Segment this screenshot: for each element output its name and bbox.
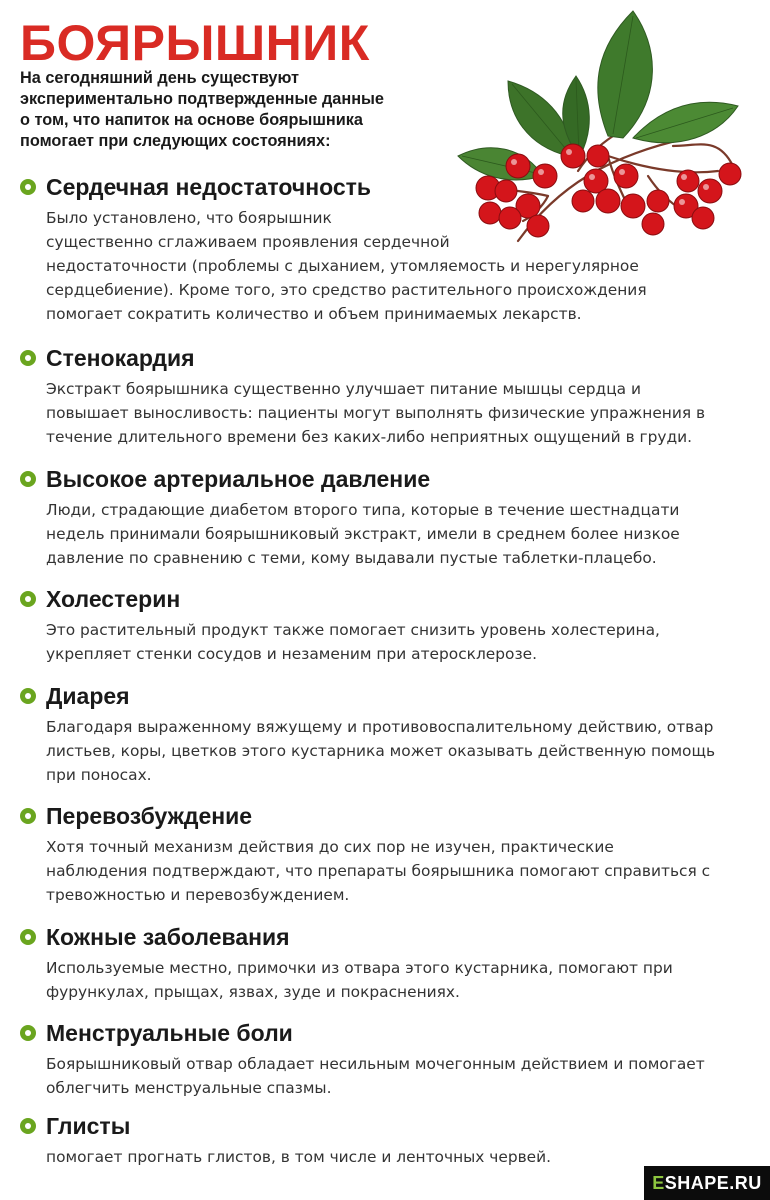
description-line: Благодаря выраженному вяжущему и противовоспалительному действию, отвар xyxy=(46,718,714,736)
condition-section xyxy=(20,922,755,1004)
condition-title: Стенокардия xyxy=(46,344,195,371)
condition-description xyxy=(46,206,755,326)
intro-text xyxy=(20,68,460,152)
condition-section xyxy=(20,172,755,326)
description-line: помогает прогнать глистов, в том числе и ленточных червей. xyxy=(46,1148,552,1166)
condition-title: Менструальные боли xyxy=(46,1019,293,1046)
condition-section xyxy=(20,464,755,570)
circle-bullet-icon xyxy=(20,1025,36,1041)
site-badge-link[interactable] xyxy=(644,1166,770,1200)
description-line: фурункулах, прыщах, язвах, зуде и покраснениях. xyxy=(46,983,460,1001)
condition-title: Диарея xyxy=(46,682,130,709)
badge-first-letter: E xyxy=(652,1172,665,1193)
condition-title: Холестерин xyxy=(46,585,181,612)
intro-line: о том, что напиток на основе боярышника xyxy=(20,111,363,129)
condition-section xyxy=(20,681,755,787)
condition-header xyxy=(20,464,755,494)
description-line: течение длительного времени без каких-либо неприятных ощущений в груди. xyxy=(46,428,693,446)
description-line: существенно сглаживаем проявления сердечной xyxy=(46,233,450,251)
description-line: при поносах. xyxy=(46,766,152,784)
description-line: давление по сравнению с теми, кому выдавали пустые таблетки-плацебо. xyxy=(46,549,657,567)
condition-description xyxy=(46,618,755,666)
circle-bullet-icon xyxy=(20,688,36,704)
condition-description xyxy=(46,956,755,1004)
condition-section xyxy=(20,801,755,907)
description-line: Это растительный продукт также помогает снизить уровень холестерина, xyxy=(46,621,660,639)
condition-title: Перевозбуждение xyxy=(46,802,253,829)
description-line: листьев, коры, цветков этого кустарника может оказывать действенную помощь xyxy=(46,742,716,760)
condition-title: Кожные заболевания xyxy=(46,923,290,950)
description-line: помогает сократить количество и объем принимаемых лекарств. xyxy=(46,305,582,323)
circle-bullet-icon xyxy=(20,591,36,607)
condition-description xyxy=(46,715,755,787)
condition-section xyxy=(20,584,755,666)
circle-bullet-icon xyxy=(20,808,36,824)
intro-line: На сегодняшний день существуют xyxy=(20,69,299,87)
circle-bullet-icon xyxy=(20,350,36,366)
condition-header xyxy=(20,172,755,202)
intro-line: помогает при следующих состояниях: xyxy=(20,132,331,150)
description-line: Было установлено, что боярышник xyxy=(46,209,332,227)
description-line: Хотя точный механизм действия до сих пор не изучен, практические xyxy=(46,838,614,856)
circle-bullet-icon xyxy=(20,1118,36,1134)
description-line: облегчить менструальные спазмы. xyxy=(46,1079,332,1097)
description-line: повышает выносливость: пациенты могут выполнять физические упражнения в xyxy=(46,404,706,422)
description-line: наблюдения подтверждают, что препараты боярышника помогают справиться с xyxy=(46,862,711,880)
condition-header xyxy=(20,922,755,952)
condition-title: Сердечная недостаточность xyxy=(46,173,372,200)
description-line: Люди, страдающие диабетом второго типа, которые в течение шестнадцати xyxy=(46,501,680,519)
condition-title: Глисты xyxy=(46,1112,131,1139)
description-line: укрепляет стенки сосудов и незаменим при атеросклерозе. xyxy=(46,645,538,663)
condition-header xyxy=(20,343,755,373)
badge-rest: SHAPE.RU xyxy=(664,1172,762,1193)
condition-header xyxy=(20,584,755,614)
condition-header xyxy=(20,1018,755,1048)
page-title: БОЯРЫШНИК xyxy=(20,15,370,71)
condition-description xyxy=(46,835,755,907)
circle-bullet-icon xyxy=(20,929,36,945)
intro-line: экспериментально подтвержденные данные xyxy=(20,90,384,108)
condition-section xyxy=(20,1018,755,1100)
condition-header xyxy=(20,801,755,831)
description-line: недель принимали боярышниковый экстракт, имели в среднем более низкое xyxy=(46,525,680,543)
description-line: Используемые местно, примочки из отвара этого кустарника, помогают при xyxy=(46,959,673,977)
condition-section xyxy=(20,1111,755,1169)
circle-bullet-icon xyxy=(20,471,36,487)
description-line: Экстракт боярышника существенно улучшает питание мышцы сердца и xyxy=(46,380,641,398)
condition-description xyxy=(46,377,755,449)
description-line: Боярышниковый отвар обладает несильным мочегонным действием и помогает xyxy=(46,1055,705,1073)
circle-bullet-icon xyxy=(20,179,36,195)
condition-description xyxy=(46,498,755,570)
description-line: тревожностью и перевозбуждением. xyxy=(46,886,350,904)
condition-title: Высокое артериальное давление xyxy=(46,465,431,492)
condition-description xyxy=(46,1052,755,1100)
condition-header xyxy=(20,1111,755,1141)
condition-section xyxy=(20,343,755,449)
description-line: недостаточности (проблемы с дыханием, утомляемость и нерегулярное xyxy=(46,257,639,275)
description-line: сердцебиение). Кроме того, это средство растительного происхождения xyxy=(46,281,647,299)
condition-header xyxy=(20,681,755,711)
